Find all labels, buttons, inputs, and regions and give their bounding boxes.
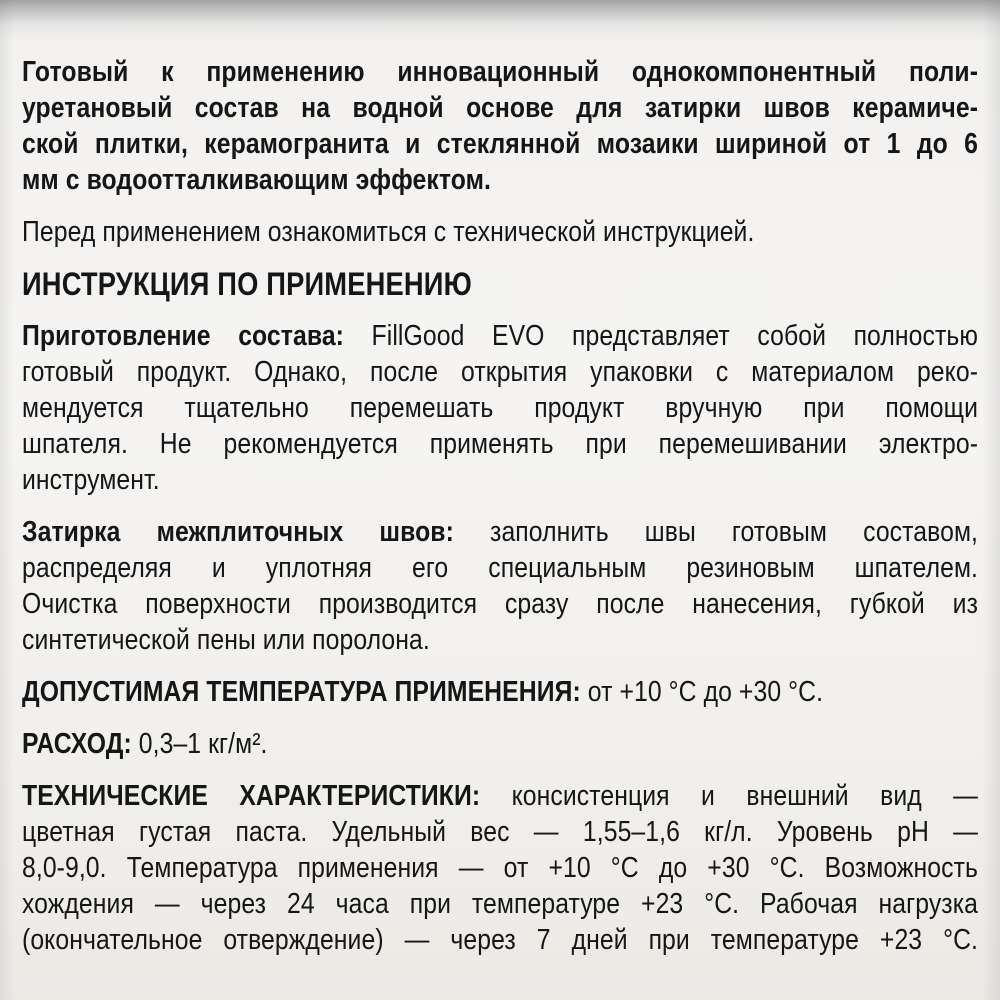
consumption-value: 0,3–1 кг/м². — [131, 728, 268, 760]
grouting-lead: Затирка межплиточных швов: — [22, 516, 454, 548]
preparation-line-5: инструмент. — [22, 464, 160, 496]
specs-line-5: (окончательное отверждение) — через 7 дней при температуре +23 °С. — [22, 924, 979, 956]
preparation-line-1 — [22, 318, 978, 354]
consumption-label: РАСХОД: — [22, 728, 132, 760]
description-line-1: Готовый к применению инновационный однокомпонентный поли- — [22, 56, 979, 88]
specs-line-1 — [22, 778, 978, 814]
preparation-section — [22, 318, 978, 498]
specs-line-1-text: консистенция и внешний вид — — [480, 780, 979, 812]
specs-line-3: 8,0-9,0. Температура применения — от +10 °С до +30 °С. Возможность — [22, 852, 979, 884]
grouting-line-3: Очистка поверхности производится сразу после нанесения, губкой из — [22, 588, 979, 620]
preparation-line-4: шпателя. Не рекомендуется применять при перемешивании электро- — [22, 428, 979, 460]
temperature-value: от +10 °С до +30 °С. — [580, 676, 824, 708]
description-line-3: ской плитки, керамогранита и стеклянной мозаики шириной от 1 до 6 — [22, 128, 979, 160]
instructions-heading: ИНСТРУКЦИЯ ПО ПРИМЕНЕНИЮ — [22, 266, 472, 302]
grouting-line-2: распределяя и уплотняя его специальным резиновым шпателем. — [22, 552, 979, 584]
description-line-2: уретановый состав на водной основе для затирки швов керамиче- — [22, 92, 979, 124]
preparation-lead: Приготовление состава: — [22, 320, 345, 352]
preparation-line-3: мендуется тщательно перемешать продукт вручную при помощи — [22, 392, 979, 424]
specs-lead: ТЕХНИЧЕСКИЕ ХАРАКТЕРИСТИКИ: — [22, 780, 481, 812]
grouting-line-1 — [22, 514, 978, 550]
description-line-4: мм с водоотталкивающим эффектом. — [22, 164, 491, 196]
product-description — [22, 54, 978, 198]
preparation-line-1-text: FillGood EVO представляет собой полностью — [344, 320, 979, 352]
temperature-label: ДОПУСТИМАЯ ТЕМПЕРАТУРА ПРИМЕНЕНИЯ: — [22, 676, 581, 708]
specs-section — [22, 778, 978, 958]
temperature-row — [22, 674, 978, 710]
grouting-line-4: синтетической пены или поролона. — [22, 624, 430, 656]
specs-line-2: цветная густая паста. Удельный вес — 1,55–1,6 кг/л. Уровень pH — — [22, 816, 979, 848]
usage-notice: Перед применением ознакомиться с технической инструкцией. — [22, 216, 755, 248]
grouting-section — [22, 514, 978, 658]
consumption-row — [22, 726, 978, 762]
grouting-line-1-text: заполнить швы готовым составом, — [453, 516, 979, 548]
preparation-line-2: готовый продукт. Однако, после открытия упаковки с материалом реко- — [22, 356, 979, 388]
specs-line-4: хождения — через 24 часа при температуре +23 °С. Рабочая нагрузка — [22, 888, 979, 920]
